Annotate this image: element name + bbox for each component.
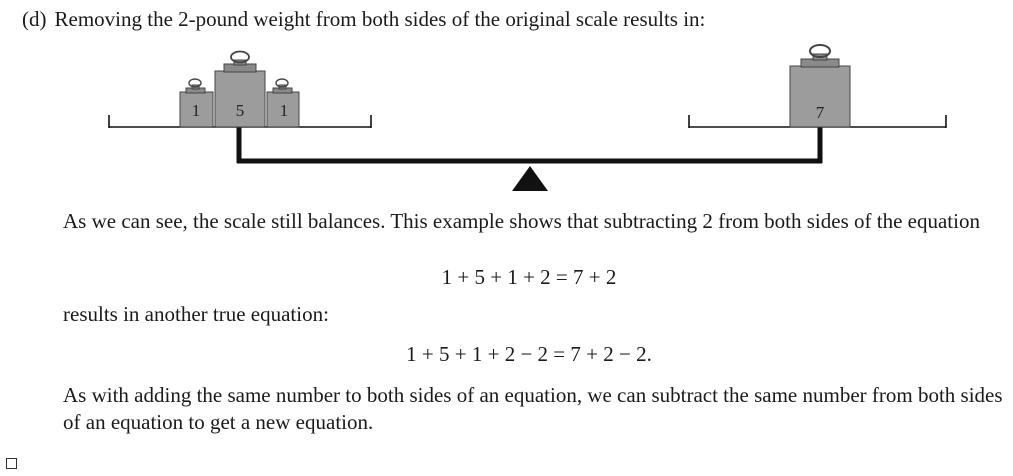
weight-right-7 [790,45,850,127]
transition-paragraph: results in another true equation: [63,302,329,326]
weight-left-1b [267,79,299,127]
heading-text: Removing the 2-pound weight from both sides of the original scale results in: [54,7,706,31]
weight-label-left-5: 5 [235,101,245,120]
equation-subtracted: 1 + 5 + 1 + 2 − 2 = 7 + 2 − 2. [406,342,652,366]
weight-label-right-7: 7 [815,103,825,122]
end-of-proof-box [6,458,17,469]
scale-beam [237,127,822,163]
balance-scale-diagram [0,0,1013,200]
explanation-paragraph: As we can see, the scale still balances. This example shows that subtracting 2 from both sides of the equation [63,209,980,233]
weight-left-1 [180,79,213,127]
weight-label-left-1: 1 [191,101,201,120]
weight-label-left-1b: 1 [279,101,289,120]
part-label: (d) [22,7,47,31]
conclusion-paragraph: As with adding the same number to both sides of an equation, we can subtract the same number from both sides of an equation to get a new equation. [63,383,1003,434]
fulcrum-triangle [512,166,548,191]
weight-left-5 [215,52,265,128]
equation-original: 1 + 5 + 1 + 2 = 7 + 2 [441,265,617,289]
